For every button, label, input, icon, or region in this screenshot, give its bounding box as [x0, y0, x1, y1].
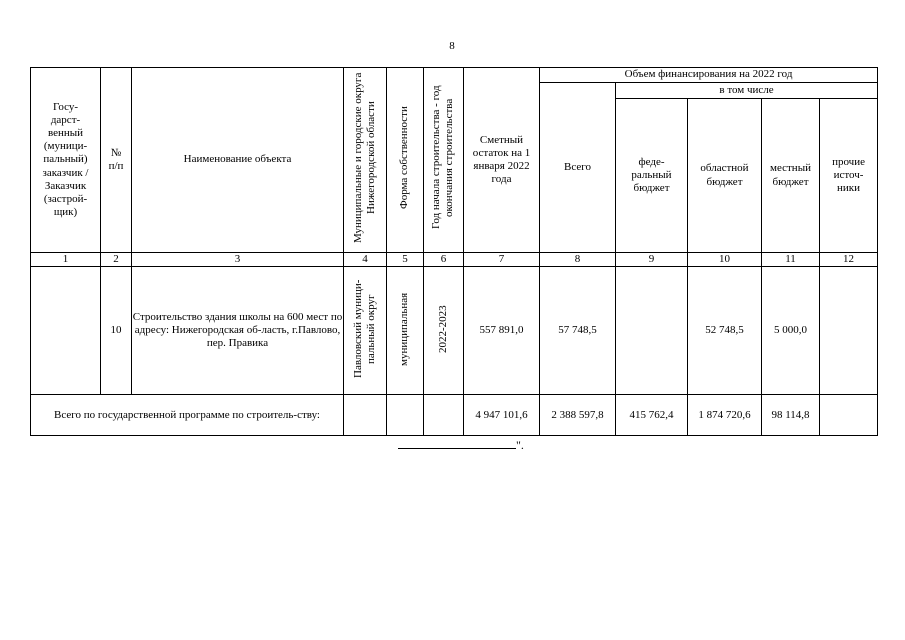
header-local: местный бюджет — [762, 99, 820, 253]
column-number: 1 — [31, 253, 101, 267]
closing-quote: ". — [516, 438, 524, 452]
column-number: 12 — [820, 253, 878, 267]
header-district: Муниципальные и городские округа Нижегородской области — [344, 68, 387, 253]
total-regional: 1 874 720,6 — [688, 395, 762, 436]
row-other — [820, 267, 878, 395]
column-number-row — [31, 253, 878, 267]
column-number: 6 — [424, 253, 464, 267]
header-other: прочие источ- ники — [820, 99, 878, 253]
row-balance: 557 891,0 — [464, 267, 540, 395]
header-including: в том числе — [616, 83, 878, 99]
total-empty — [424, 395, 464, 436]
header-number: № п/п — [101, 68, 132, 253]
column-number: 11 — [762, 253, 820, 267]
row-local: 5 000,0 — [762, 267, 820, 395]
header-financing-group: Объем финансирования на 2022 год — [540, 68, 878, 83]
closing-line — [398, 438, 524, 453]
total-label: Всего по государственной программе по строитель-ству: — [31, 395, 344, 436]
row-customer — [31, 267, 101, 395]
row-federal — [616, 267, 688, 395]
column-number: 7 — [464, 253, 540, 267]
column-number: 4 — [344, 253, 387, 267]
total-balance: 4 947 101,6 — [464, 395, 540, 436]
header-years: Год начала строительства - год окончания строительства — [424, 68, 464, 253]
column-number: 10 — [688, 253, 762, 267]
column-number: 3 — [132, 253, 344, 267]
total-empty — [344, 395, 387, 436]
row-district: Павловский муници-пальный округ — [344, 267, 387, 395]
total-total: 2 388 597,8 — [540, 395, 616, 436]
header-balance: Сметный остаток на 1 января 2022 года — [464, 68, 540, 253]
row-object-name: Строительство здания школы на 600 мест по адресу: Нижегородская об-ласть, г.Павлово, пер. Правика — [132, 267, 344, 395]
column-number: 9 — [616, 253, 688, 267]
signature-underline — [398, 438, 516, 449]
page-number: 8 — [449, 40, 455, 52]
table-row — [31, 267, 878, 395]
total-federal: 415 762,4 — [616, 395, 688, 436]
row-ownership: муниципальная — [387, 267, 424, 395]
row-number: 10 — [101, 267, 132, 395]
header-object-name: Наименование объекта — [132, 68, 344, 253]
column-number: 5 — [387, 253, 424, 267]
header-customer: Госу- дарст- венный (муници- пальный) заказчик / Заказчик (застрой- щик) — [31, 68, 101, 253]
header-total: Всего — [540, 83, 616, 253]
header-ownership: Форма собственности — [387, 68, 424, 253]
total-row — [31, 395, 878, 436]
total-other — [820, 395, 878, 436]
financing-table — [30, 67, 878, 436]
header-regional: областной бюджет — [688, 99, 762, 253]
header-federal: феде- ральный бюджет — [616, 99, 688, 253]
row-years: 2022-2023 — [424, 267, 464, 395]
row-total: 57 748,5 — [540, 267, 616, 395]
total-empty — [387, 395, 424, 436]
total-local: 98 114,8 — [762, 395, 820, 436]
column-number: 8 — [540, 253, 616, 267]
row-regional: 52 748,5 — [688, 267, 762, 395]
column-number: 2 — [101, 253, 132, 267]
